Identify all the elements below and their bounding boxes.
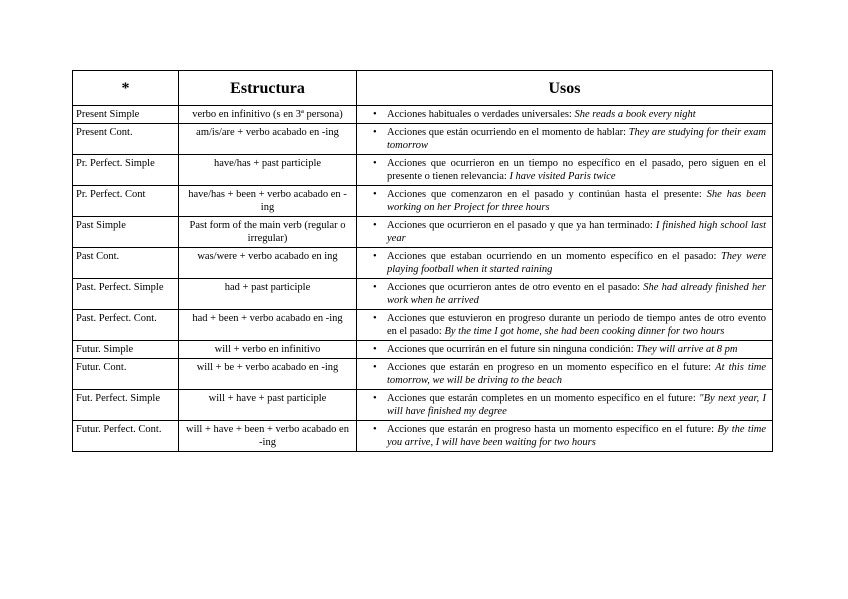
tense-use-cell <box>357 124 773 155</box>
bullet-icon: • <box>373 158 377 169</box>
use-example: "By next year, I will have finished my degree <box>387 393 766 417</box>
tense-name: Pr. Perfect. Simple <box>73 155 179 186</box>
tense-structure: verbo en infinitivo (s en 3ª persona) <box>179 106 357 124</box>
header-tense: * <box>73 71 179 106</box>
tense-structure: have/has + been + verbo acabado en -ing <box>179 186 357 217</box>
tense-structure: will + be + verbo acabado en -ing <box>179 359 357 390</box>
tense-structure: Past form of the main verb (regular o irregular) <box>179 217 357 248</box>
use-example: At this time tomorrow, we will be driving to the beach <box>387 362 766 386</box>
bullet-icon: • <box>373 109 377 120</box>
table-row <box>73 341 773 359</box>
table-row <box>73 310 773 341</box>
bullet-icon: • <box>373 344 377 355</box>
table-row <box>73 217 773 248</box>
bullet-icon: • <box>373 282 377 293</box>
tense-use <box>387 312 766 338</box>
tense-use-cell <box>357 421 773 452</box>
bullet-icon: • <box>373 362 377 373</box>
tense-structure: had + past participle <box>179 279 357 310</box>
tense-use-cell <box>357 106 773 124</box>
tense-use <box>387 157 766 183</box>
use-example: She had already finished her work when he arrived <box>387 282 767 306</box>
bullet-icon: • <box>373 313 377 324</box>
tense-structure: will + verbo en infinitivo <box>179 341 357 359</box>
tense-name: Futur. Perfect. Cont. <box>73 421 179 452</box>
tense-name: Futur. Cont. <box>73 359 179 390</box>
table-row <box>73 359 773 390</box>
table-row <box>73 421 773 452</box>
bullet-icon: • <box>373 393 377 404</box>
tense-structure: am/is/are + verbo acabado en -ing <box>179 124 357 155</box>
tense-use <box>387 281 766 307</box>
use-example: She has been working on her Project for three hours <box>387 189 766 213</box>
use-example: I finished high school last year <box>387 220 766 244</box>
tense-use <box>387 343 766 356</box>
tense-use-cell <box>357 279 773 310</box>
tense-use-cell <box>357 310 773 341</box>
tense-name: Fut. Perfect. Simple <box>73 390 179 421</box>
tense-use-cell <box>357 341 773 359</box>
tense-use-cell <box>357 155 773 186</box>
table-row <box>73 124 773 155</box>
use-description: Acciones habituales o verdades universales: <box>387 109 575 120</box>
use-example: She reads a book every night <box>574 109 696 120</box>
tense-use <box>387 108 766 121</box>
use-description: Acciones que están ocurriendo en el momento de hablar: <box>387 127 629 138</box>
table-row <box>73 155 773 186</box>
tense-use <box>387 250 766 276</box>
tense-structure: will + have + past participle <box>179 390 357 421</box>
table-row <box>73 106 773 124</box>
tense-use-cell <box>357 217 773 248</box>
use-description: Acciones que estarán completes en un momento específico en el future: <box>387 393 700 404</box>
tense-name: Present Cont. <box>73 124 179 155</box>
use-description: Acciones que comenzaron en el pasado y continúan hasta el presente: <box>387 189 707 200</box>
use-description: Acciones que estarán en progreso hasta un momento específico en el future: <box>387 424 718 435</box>
tense-name: Futur. Simple <box>73 341 179 359</box>
use-description: Acciones que estaban ocurriendo en un momento específico en el pasado: <box>387 251 721 262</box>
table-row <box>73 279 773 310</box>
tense-use <box>387 126 766 152</box>
bullet-icon: • <box>373 127 377 138</box>
tense-structure: had + been + verbo acabado en -ing <box>179 310 357 341</box>
table-row <box>73 186 773 217</box>
bullet-icon: • <box>373 251 377 262</box>
header-estructura: Estructura <box>179 71 357 106</box>
tense-use <box>387 392 766 418</box>
tense-use <box>387 361 766 387</box>
tense-structure: was/were + verbo acabado en ing <box>179 248 357 279</box>
tense-name: Past. Perfect. Cont. <box>73 310 179 341</box>
bullet-icon: • <box>373 189 377 200</box>
use-example: They were playing football when it started raining <box>387 251 766 275</box>
tense-use-cell <box>357 359 773 390</box>
use-description: Acciones que ocurrieron en el pasado y que ya han terminado: <box>387 220 656 231</box>
use-example: They will arrive at 8 pm <box>636 344 738 355</box>
use-description: Acciones que ocurrieron antes de otro evento en el pasado: <box>387 282 644 293</box>
tense-use-cell <box>357 186 773 217</box>
table-row <box>73 390 773 421</box>
tense-use <box>387 188 766 214</box>
use-example: By the time you arrive, I will have been waiting for two hours <box>387 424 766 448</box>
use-example: They are studying for their exam tomorrow <box>387 127 767 151</box>
tense-name: Past. Perfect. Simple <box>73 279 179 310</box>
use-description: Acciones que estarán en progreso en un momento específico en el future: <box>387 362 716 373</box>
tense-use <box>387 219 766 245</box>
tenses-table <box>72 70 773 452</box>
use-example: I have visited Paris twice <box>509 171 616 182</box>
tense-use-cell <box>357 390 773 421</box>
tense-use-cell <box>357 248 773 279</box>
bullet-icon: • <box>373 220 377 231</box>
tense-name: Pr. Perfect. Cont <box>73 186 179 217</box>
use-example: By the time I got home, she had been cooking dinner for two hours <box>444 326 725 337</box>
header-row <box>73 71 773 106</box>
use-description: Acciones que ocurrirán en el future sin ninguna condición: <box>387 344 637 355</box>
table-row <box>73 248 773 279</box>
header-usos: Usos <box>357 71 773 106</box>
bullet-icon: • <box>373 424 377 435</box>
tense-name: Present Simple <box>73 106 179 124</box>
table-body <box>73 106 773 452</box>
use-description: Acciones que ocurrieron en un tiempo no específico en el pasado, pero siguen en el presente o tienen relevancia: <box>387 158 766 182</box>
tense-name: Past Cont. <box>73 248 179 279</box>
tense-use <box>387 423 766 449</box>
tense-structure: have/has + past participle <box>179 155 357 186</box>
tense-structure: will + have + been + verbo acabado en -ing <box>179 421 357 452</box>
tense-name: Past Simple <box>73 217 179 248</box>
use-description: Acciones que estuvieron en progreso durante un periodo de tiempo antes de otro evento en el pasado: <box>387 313 766 337</box>
